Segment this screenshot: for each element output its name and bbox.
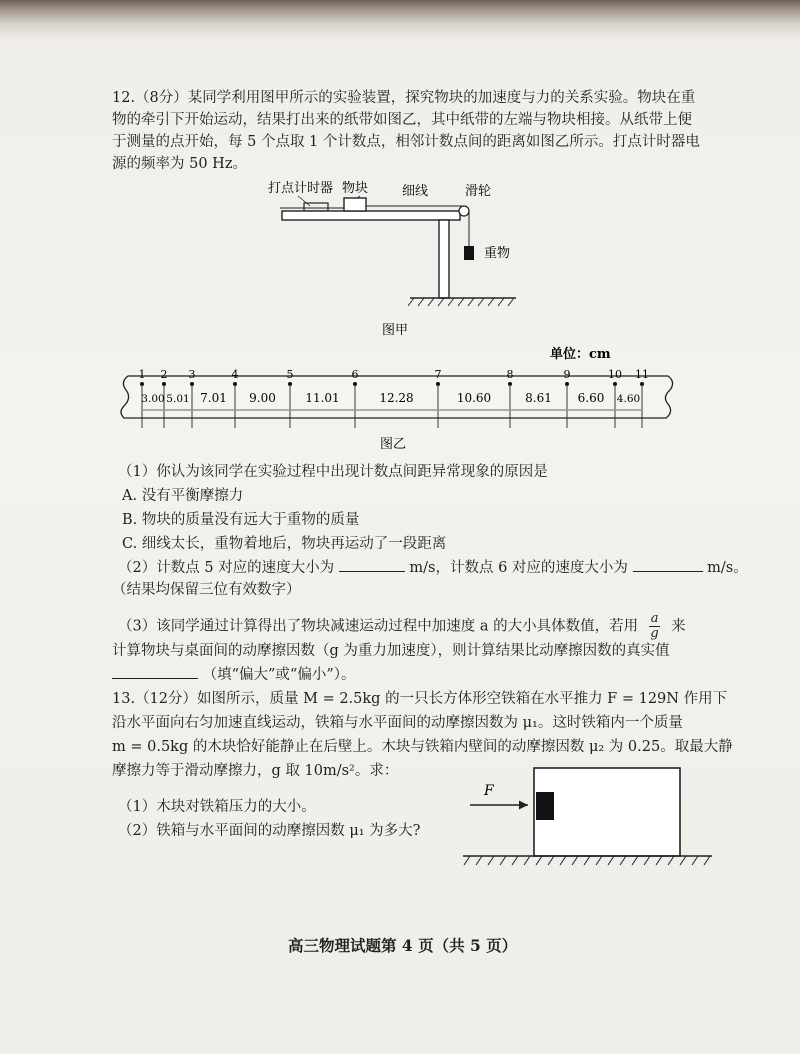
page-top-shadow [0,0,800,40]
q13-line-4: 摩擦力等于滑动摩擦力，g 取 10m/s²。求： [112,763,399,779]
caption-yi: 图乙 [380,437,407,452]
fraction-a-over-g [649,612,661,641]
tape-point-label: 9 [563,368,571,381]
fraction-numerator: a [650,611,659,626]
answer-blank-v6[interactable] [633,557,703,572]
q12-sub2 [118,557,748,579]
answer-blank-bias[interactable] [112,664,198,679]
q13-line-1: 13.（12分）如图所示，质量 M = 2.5kg 的一只长方体形空铁箱在水平推力 F = 129N 作用下 [112,691,728,707]
tape-point-label: 2 [160,368,168,381]
tape-distance-label: 8.61 [525,391,552,405]
table-top [282,211,460,220]
q13-line-3: m = 0.5kg 的木块恰好能静止在后壁上。木块与铁箱内壁间的动摩擦因数 μ₂ 为 0.25。取最大静 [112,739,733,755]
tape-distance-label: 9.00 [249,391,276,405]
tape-point-label: 6 [351,368,359,381]
label-weight: 重物 [484,246,511,261]
figure-jia [240,178,540,338]
tape-point-label: 5 [286,368,294,381]
q13-sub1: （1）木块对铁箱压力的大小。 [118,799,316,815]
q12-line-3: 于测量的点开始，每 5 个点取 1 个计数点，相邻计数点间的距离如图乙所示。打点计时器电 [112,134,700,150]
label-pulley: 滑轮 [465,184,492,199]
force-label: F [484,783,494,799]
tape-distance-label: 10.60 [456,391,492,405]
wood-block [536,792,554,820]
page-footer: 高三物理试题第 4 页（共 5 页） [288,936,518,955]
q12-sub3-text-a: （3）该同学通过计算得出了物块减速运动过程中加速度 a 的大小具体数值，若用 [118,618,639,635]
label-block: 物块 [342,181,369,196]
label-string: 细线 [402,184,429,199]
option-c: C. 细线太长，重物着地后，物块再运动了一段距离 [122,536,447,552]
weight [464,246,474,260]
q12-sub2-text-a: （2）计数点 5 对应的速度大小为 [118,560,335,576]
q12-sub2-note: （结果均保留三位有效数字） [112,582,301,598]
tape-point-label: 1 [138,368,146,381]
q12-sub3-text-b: 来 [671,618,686,635]
q13-sub2: （2）铁箱与水平面间的动摩擦因数 μ₁ 为多大? [118,823,421,839]
option-a: A. 没有平衡摩擦力 [122,488,244,504]
q13-line-2: 沿水平面向右匀加速直线运动，铁箱与水平面间的动摩擦因数为 μ₁。这时铁箱内一个质量 [112,715,683,731]
tape-distance-label: 4.60 [616,393,641,405]
tape-point-label: 4 [231,368,239,381]
q12-line-4: 源的频率为 50 Hz。 [112,156,247,172]
q12-sub3-text-c: （填“偏大”或“偏小”）。 [202,667,356,683]
fraction-denominator: g [650,626,659,641]
tape-point-label: 10 [608,368,622,381]
tape-point-label: 3 [188,368,196,381]
block [344,198,366,211]
tape-distance-label: 3.00 [141,393,165,405]
tape-unit: 单位：cm [550,347,611,362]
tape-distance-label: 7.01 [200,391,227,405]
q12-line-1: 12.（8分）某同学利用图甲所示的实验装置，探究物块的加速度与力的关系实验。物块在重 [112,90,696,106]
tape-point-label: 7 [434,368,442,381]
caption-jia: 图甲 [382,323,409,338]
q12-sub1: （1）你认为该同学在实验过程中出现计数点间距异常现象的原因是 [118,464,548,480]
pulley [459,206,469,216]
q12-sub2-text-b: m/s，计数点 6 对应的速度大小为 [409,560,628,576]
tape-point-label: 8 [506,368,514,381]
q12-sub3-line1 [118,612,686,641]
iron-box [534,768,680,856]
label-timer: 打点计时器 [268,181,334,196]
q12-sub2-text-c: m/s。 [707,560,748,576]
q12-sub3-line3 [112,664,356,686]
tape-distance-label: 5.01 [166,393,190,405]
option-b: B. 物块的质量没有远大于重物的质量 [122,512,360,528]
answer-blank-v5[interactable] [339,557,405,572]
table-leg [439,220,449,298]
tape-distance-label: 12.28 [379,391,414,405]
tape-point-label: 11 [635,368,649,381]
figure-yi [110,342,690,452]
tape-distance-label: 11.01 [305,391,340,405]
tape-distance-label: 6.60 [577,391,605,405]
figure-iron-box [458,765,720,873]
q12-sub3-line2: 计算物块与桌面间的动摩擦因数（g 为重力加速度），则计算结果比动摩擦因数的真实值 [112,643,670,659]
q12-line-2: 物的牵引下开始运动，结果打出来的纸带如图乙，其中纸带的左端与物块相接。从纸带上便 [112,112,692,128]
